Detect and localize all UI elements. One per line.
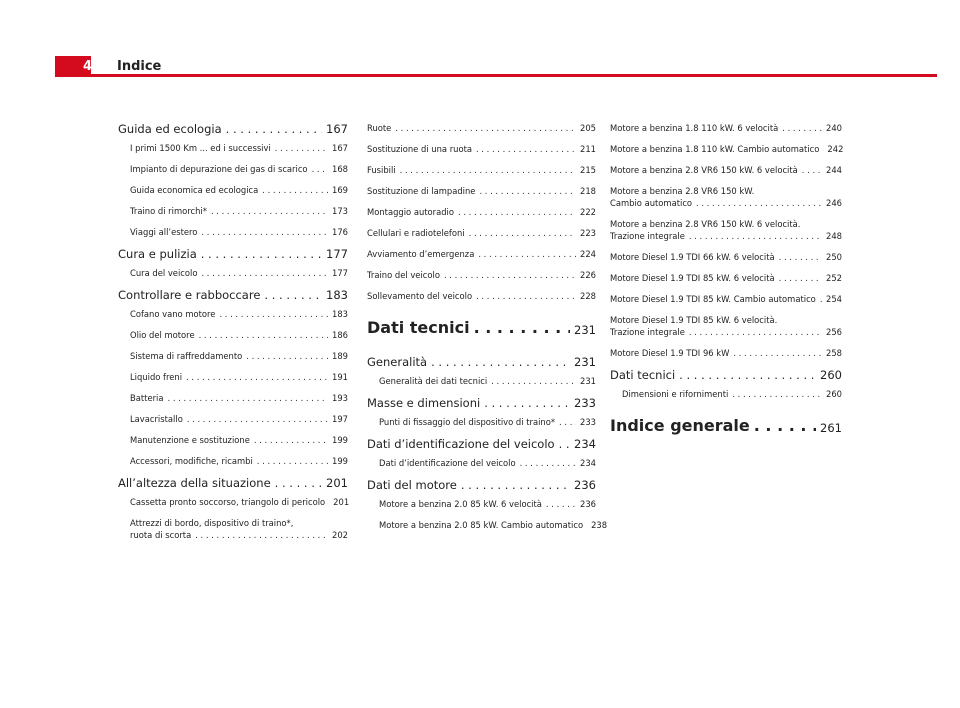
toc-entry-label: Dimensioni e rifornimenti (622, 389, 729, 399)
toc-entry-label: All’altezza della situazione (118, 476, 271, 490)
toc-entry-label: Cura e pulizia (118, 247, 197, 261)
toc-entry (118, 308, 348, 320)
toc-leader-dots (195, 529, 328, 541)
toc-entry-row (610, 143, 842, 155)
toc-entry-row (130, 142, 348, 154)
toc-entry-page: 177 (326, 247, 348, 261)
toc-entry-label: Ruote (367, 123, 392, 133)
toc-entry-row (610, 293, 842, 305)
toc-entry-page: 201 (333, 497, 350, 507)
toc-entry-label: Dati tecnici (610, 368, 676, 382)
toc-entry (610, 185, 842, 209)
toc-leader-dots (491, 375, 576, 387)
toc-entry-label: Lavacristallo (130, 414, 183, 424)
toc-leader-dots (559, 437, 570, 451)
toc-entry (118, 142, 348, 154)
toc-entry-page: 242 (827, 144, 844, 154)
toc-entry (610, 272, 842, 284)
toc-entry-label: Motore Diesel 1.9 TDI 85 kW. 6 velocità (610, 273, 775, 283)
toc-entry-label: Dati d’identificazione del veicolo (367, 437, 555, 451)
toc-section-entry (610, 368, 842, 382)
toc-entry-row (610, 326, 842, 338)
toc-entry-label: Punti di fissaggio del dispositivo di traino* (379, 417, 556, 427)
toc-entry (118, 371, 348, 383)
toc-entry-page: 256 (826, 327, 842, 337)
toc-entry-label: Accessori, modifiche, ricambi (130, 456, 253, 466)
toc-entry-page: 231 (580, 376, 596, 386)
toc-entry-row (622, 388, 842, 400)
toc-entry (610, 251, 842, 263)
toc-leader-dots (431, 355, 570, 369)
toc-section-entry (118, 288, 348, 302)
toc-entry-row (367, 206, 596, 218)
toc-entry (367, 290, 596, 302)
toc-entry-label: Cura del veicolo (130, 268, 198, 278)
toc-entry (118, 392, 348, 404)
toc-entry-label: Viaggi all’estero (130, 227, 198, 237)
toc-entry-label: Guida ed ecologia (118, 122, 222, 136)
toc-leader-dots (733, 347, 822, 359)
toc-section-entry (367, 437, 596, 451)
toc-leader-dots (474, 318, 570, 337)
toc-leader-dots (476, 290, 576, 302)
page-title: Indice (117, 59, 162, 74)
toc-entry-row (610, 347, 842, 359)
toc-entry-label: Cellulari e radiotelefoni (367, 228, 465, 238)
toc-entry-page: 252 (826, 273, 842, 283)
toc-leader-dots (779, 251, 822, 263)
toc-entry-page: 169 (332, 185, 348, 195)
toc-entry-page: 228 (580, 291, 596, 301)
toc-entry (367, 206, 596, 218)
toc-entry-row (367, 248, 596, 260)
toc-entry-label: Generalità dei dati tecnici (379, 376, 488, 386)
toc-entry-page: 240 (826, 123, 842, 133)
toc-entry-row (130, 529, 348, 541)
toc-entry-row (610, 368, 842, 382)
toc-entry-row (130, 308, 348, 320)
toc-entry-page: 231 (574, 355, 596, 369)
toc-entry-row (367, 185, 596, 197)
toc-column-3 (610, 122, 842, 453)
toc-entry (367, 269, 596, 281)
toc-entry-page: 199 (332, 435, 348, 445)
toc-entry-row (367, 318, 596, 337)
toc-entry-page: 173 (332, 206, 348, 216)
toc-entry-row (610, 230, 842, 242)
toc-leader-dots (469, 227, 576, 239)
toc-entry-page: 218 (580, 186, 596, 196)
toc-section-entry (367, 396, 596, 410)
toc-leader-dots (732, 388, 822, 400)
toc-leader-dots (802, 164, 822, 176)
toc-leader-dots (696, 197, 822, 209)
toc-entry-label: ruota di scorta (130, 530, 192, 540)
toc-entry-page: 238 (591, 520, 608, 530)
toc-entry-row (130, 267, 348, 279)
toc-entry-page: 231 (574, 323, 596, 337)
toc-entry-label: Generalità (367, 355, 428, 369)
toc-section-entry (610, 416, 842, 435)
toc-entry-label: Batteria (130, 393, 164, 403)
toc-entry (118, 517, 348, 541)
toc-entry-row (130, 392, 348, 404)
toc-entry (118, 434, 348, 446)
toc-entry-row (367, 269, 596, 281)
toc-entry-row (367, 227, 596, 239)
toc-entry (118, 496, 348, 508)
toc-entry-label: Dati del motore (367, 478, 457, 492)
toc-entry-label: I primi 1500 Km ... ed i successivi (130, 143, 271, 153)
toc-section-entry (118, 122, 348, 136)
toc-entry-page: 189 (332, 351, 348, 361)
toc-entry (367, 227, 596, 239)
toc-entry-row (379, 457, 596, 469)
toc-entry-label: Motore Diesel 1.9 TDI 66 kW. 6 velocità (610, 252, 775, 262)
toc-entry-page: 191 (332, 372, 348, 382)
toc-entry (367, 122, 596, 134)
toc-entry-label: Trazione integrale (610, 327, 685, 337)
toc-entry-row (610, 416, 842, 435)
toc-entry-first-line: Motore a benzina 2.8 VR6 150 kW. (610, 186, 755, 196)
toc-leader-dots (201, 226, 328, 238)
toc-entry-label: Masse e dimensioni (367, 396, 481, 410)
toc-leader-dots (782, 122, 822, 134)
toc-entry-page: 223 (580, 228, 596, 238)
toc-entry-row (610, 197, 842, 209)
toc-entry (367, 375, 596, 387)
toc-entry-row (379, 375, 596, 387)
header-rule (55, 74, 937, 77)
toc-entry-row (130, 496, 348, 508)
toc-entry-label: Cassetta pronto soccorso, triangolo di pericolo (130, 497, 326, 507)
toc-entry-row (379, 519, 608, 531)
toc-entry (118, 329, 348, 341)
toc-entry-row (130, 163, 348, 175)
toc-entry-label: Motore a benzina 2.0 85 kW. 6 velocità (379, 499, 542, 509)
toc-leader-dots (226, 122, 322, 136)
toc-entry-first-line: Motore Diesel 1.9 TDI 85 kW. 6 velocità. (610, 315, 778, 325)
toc-entry-page: 254 (826, 294, 842, 304)
toc-entry (610, 293, 842, 305)
toc-entry-row (367, 437, 596, 451)
toc-entry-row (130, 184, 348, 196)
toc-entry-label: Fusibili (367, 165, 396, 175)
toc-entry (610, 122, 842, 134)
toc-entry-first-line: Motore a benzina 2.8 VR6 150 kW. 6 velocità. (610, 219, 801, 229)
toc-leader-dots (400, 164, 576, 176)
toc-entry-row (367, 164, 596, 176)
toc-leader-dots (246, 350, 328, 362)
toc-entry-label: Sistema di raffreddamento (130, 351, 243, 361)
toc-entry-label: Avviamento d’emergenza (367, 249, 475, 259)
toc-entry-page: 168 (332, 164, 348, 174)
toc-entry-row (367, 290, 596, 302)
toc-entry-page: 226 (580, 270, 596, 280)
toc-entry-row (118, 476, 348, 490)
toc-leader-dots (479, 185, 576, 197)
toc-entry-page: 199 (332, 456, 348, 466)
toc-entry-label: Motore a benzina 1.8 110 kW. 6 velocità (610, 123, 779, 133)
toc-entry (610, 143, 842, 155)
page-number-tab (55, 56, 91, 77)
toc-entry (610, 388, 842, 400)
toc-entry-page: 222 (580, 207, 596, 217)
toc-entry-label: Sostituzione di lampadine (367, 186, 476, 196)
toc-leader-dots (211, 205, 328, 217)
toc-entry-page: 236 (580, 499, 596, 509)
toc-entry-row (379, 416, 596, 428)
toc-entry-row (367, 143, 596, 155)
toc-entry-page: 234 (574, 437, 596, 451)
toc-entry-row (118, 122, 348, 136)
toc-entry-row (610, 164, 842, 176)
toc-leader-dots (199, 329, 328, 341)
toc-leader-dots (779, 272, 822, 284)
toc-leader-dots (262, 184, 328, 196)
toc-entry-row (130, 434, 348, 446)
toc-entry-row (367, 396, 596, 410)
toc-entry-label: Dati d’identificazione del veicolo (379, 458, 516, 468)
toc-entry (367, 248, 596, 260)
toc-entry-label: Dati tecnici (367, 318, 470, 337)
toc-entry (367, 185, 596, 197)
toc-leader-dots (689, 230, 822, 242)
toc-entry-label: Montaggio autoradio (367, 207, 455, 217)
toc-entry (610, 218, 842, 242)
toc-entry (367, 164, 596, 176)
toc-entry-label: Cofano vano motore (130, 309, 216, 319)
toc-entry-row (130, 226, 348, 238)
toc-leader-dots (478, 248, 576, 260)
toc-column-2 (367, 122, 608, 540)
toc-leader-dots (689, 326, 822, 338)
toc-entry (118, 413, 348, 425)
toc-entry-page: 244 (826, 165, 842, 175)
toc-entry-label: Traino del veicolo (367, 270, 440, 280)
toc-leader-dots (476, 143, 576, 155)
toc-entry (367, 143, 596, 155)
toc-entry-row (130, 205, 348, 217)
toc-entry-row (379, 498, 596, 510)
toc-leader-dots (219, 308, 328, 320)
toc-leader-dots (312, 163, 328, 175)
toc-entry (118, 205, 348, 217)
toc-entry-label: Controllare e rabboccare (118, 288, 261, 302)
toc-entry-page: 234 (580, 458, 596, 468)
toc-entry-row (610, 251, 842, 263)
toc-entry-page: 202 (332, 530, 348, 540)
toc-leader-dots (264, 288, 322, 302)
toc-section-entry (367, 318, 596, 337)
toc-entry-page: 250 (826, 252, 842, 262)
toc-leader-dots (520, 457, 576, 469)
toc-leader-dots (187, 413, 328, 425)
toc-leader-dots (559, 416, 576, 428)
toc-entry-page: 167 (326, 122, 348, 136)
toc-entry-page: 201 (326, 476, 348, 490)
toc-entry-label: Traino di rimorchi* (130, 206, 207, 216)
toc-leader-dots (275, 142, 328, 154)
toc-entry-page: 224 (580, 249, 596, 259)
toc-leader-dots (168, 392, 329, 404)
toc-entry-row (130, 455, 348, 467)
toc-section-entry (367, 355, 596, 369)
toc-leader-dots (275, 476, 322, 490)
toc-entry-label: Sollevamento del veicolo (367, 291, 473, 301)
toc-entry-row (610, 272, 842, 284)
toc-entry-label: Motore Diesel 1.9 TDI 96 kW (610, 348, 730, 358)
toc-entry-page: 167 (332, 143, 348, 153)
toc-leader-dots (546, 498, 576, 510)
toc-entry-row (130, 371, 348, 383)
toc-entry (118, 163, 348, 175)
toc-entry (367, 457, 596, 469)
toc-entry-row (367, 122, 596, 134)
toc-entry-page: 236 (574, 478, 596, 492)
toc-leader-dots (257, 455, 328, 467)
toc-entry-page: 205 (580, 123, 596, 133)
toc-entry-label: Guida economica ed ecologica (130, 185, 259, 195)
toc-section-entry (367, 478, 596, 492)
toc-leader-dots (484, 396, 570, 410)
toc-entry-row (130, 329, 348, 341)
toc-entry-page: 197 (332, 414, 348, 424)
toc-entry (118, 350, 348, 362)
toc-entry-row (130, 413, 348, 425)
toc-leader-dots (254, 434, 328, 446)
toc-entry (610, 164, 842, 176)
toc-entry-label: Motore a benzina 1.8 110 kW. Cambio automatico (610, 144, 820, 154)
toc-entry-label: Sostituzione di una ruota (367, 144, 472, 154)
toc-entry-page: 246 (826, 198, 842, 208)
toc-entry-row (610, 122, 842, 134)
toc-entry-row (118, 288, 348, 302)
toc-entry-page: 260 (820, 368, 842, 382)
page-number: 4 (83, 59, 93, 74)
toc-entry (367, 498, 596, 510)
toc-entry-page: 186 (332, 330, 348, 340)
toc-entry-row (118, 247, 348, 261)
toc-leader-dots (186, 371, 328, 383)
toc-entry-page: 176 (332, 227, 348, 237)
toc-entry-page: 233 (580, 417, 596, 427)
toc-entry (118, 267, 348, 279)
toc-leader-dots (395, 122, 576, 134)
toc-entry-page: 211 (580, 144, 596, 154)
toc-entry-row (367, 478, 596, 492)
toc-entry (610, 347, 842, 359)
toc-leader-dots (444, 269, 576, 281)
toc-entry-label: Impianto di depurazione dei gas di scarico (130, 164, 308, 174)
toc-leader-dots (820, 293, 822, 305)
toc-section-entry (118, 247, 348, 261)
toc-leader-dots (458, 206, 576, 218)
toc-entry-page: 248 (826, 231, 842, 241)
toc-entry (118, 226, 348, 238)
toc-entry-label: Motore a benzina 2.0 85 kW. Cambio automatico (379, 520, 584, 530)
toc-entry-label: Motore a benzina 2.8 VR6 150 kW. 6 velocità (610, 165, 798, 175)
toc-leader-dots (754, 416, 816, 435)
toc-entry (610, 314, 842, 338)
toc-section-entry (118, 476, 348, 490)
toc-leader-dots (679, 368, 816, 382)
toc-entry-page: 261 (820, 421, 842, 435)
toc-entry (118, 455, 348, 467)
toc-entry-label: Indice generale (610, 416, 750, 435)
toc-entry-page: 183 (326, 288, 348, 302)
toc-entry-row (367, 355, 596, 369)
toc-entry-page: 260 (826, 389, 842, 399)
toc-entry-first-line: Attrezzi di bordo, dispositivo di traino*, (130, 518, 294, 528)
toc-entry-page: 233 (574, 396, 596, 410)
toc-entry-label: Liquido freni (130, 372, 183, 382)
toc-entry-label: Cambio automatico (610, 198, 693, 208)
toc-entry-page: 258 (826, 348, 842, 358)
toc-entry-page: 215 (580, 165, 596, 175)
toc-entry-row (130, 350, 348, 362)
toc-leader-dots (461, 478, 570, 492)
toc-entry-page: 177 (332, 268, 348, 278)
toc-entry (118, 184, 348, 196)
toc-entry-page: 183 (332, 309, 348, 319)
toc-entry (367, 519, 608, 531)
toc-entry-page: 193 (332, 393, 348, 403)
toc-entry (367, 416, 596, 428)
toc-leader-dots (201, 247, 322, 261)
toc-entry-label: Motore Diesel 1.9 TDI 85 kW. Cambio automatico (610, 294, 816, 304)
toc-entry-label: Manutenzione e sostituzione (130, 435, 250, 445)
toc-column-1 (118, 122, 348, 550)
toc-leader-dots (201, 267, 328, 279)
toc-entry-label: Olio del motore (130, 330, 195, 340)
toc-entry-label: Trazione integrale (610, 231, 685, 241)
